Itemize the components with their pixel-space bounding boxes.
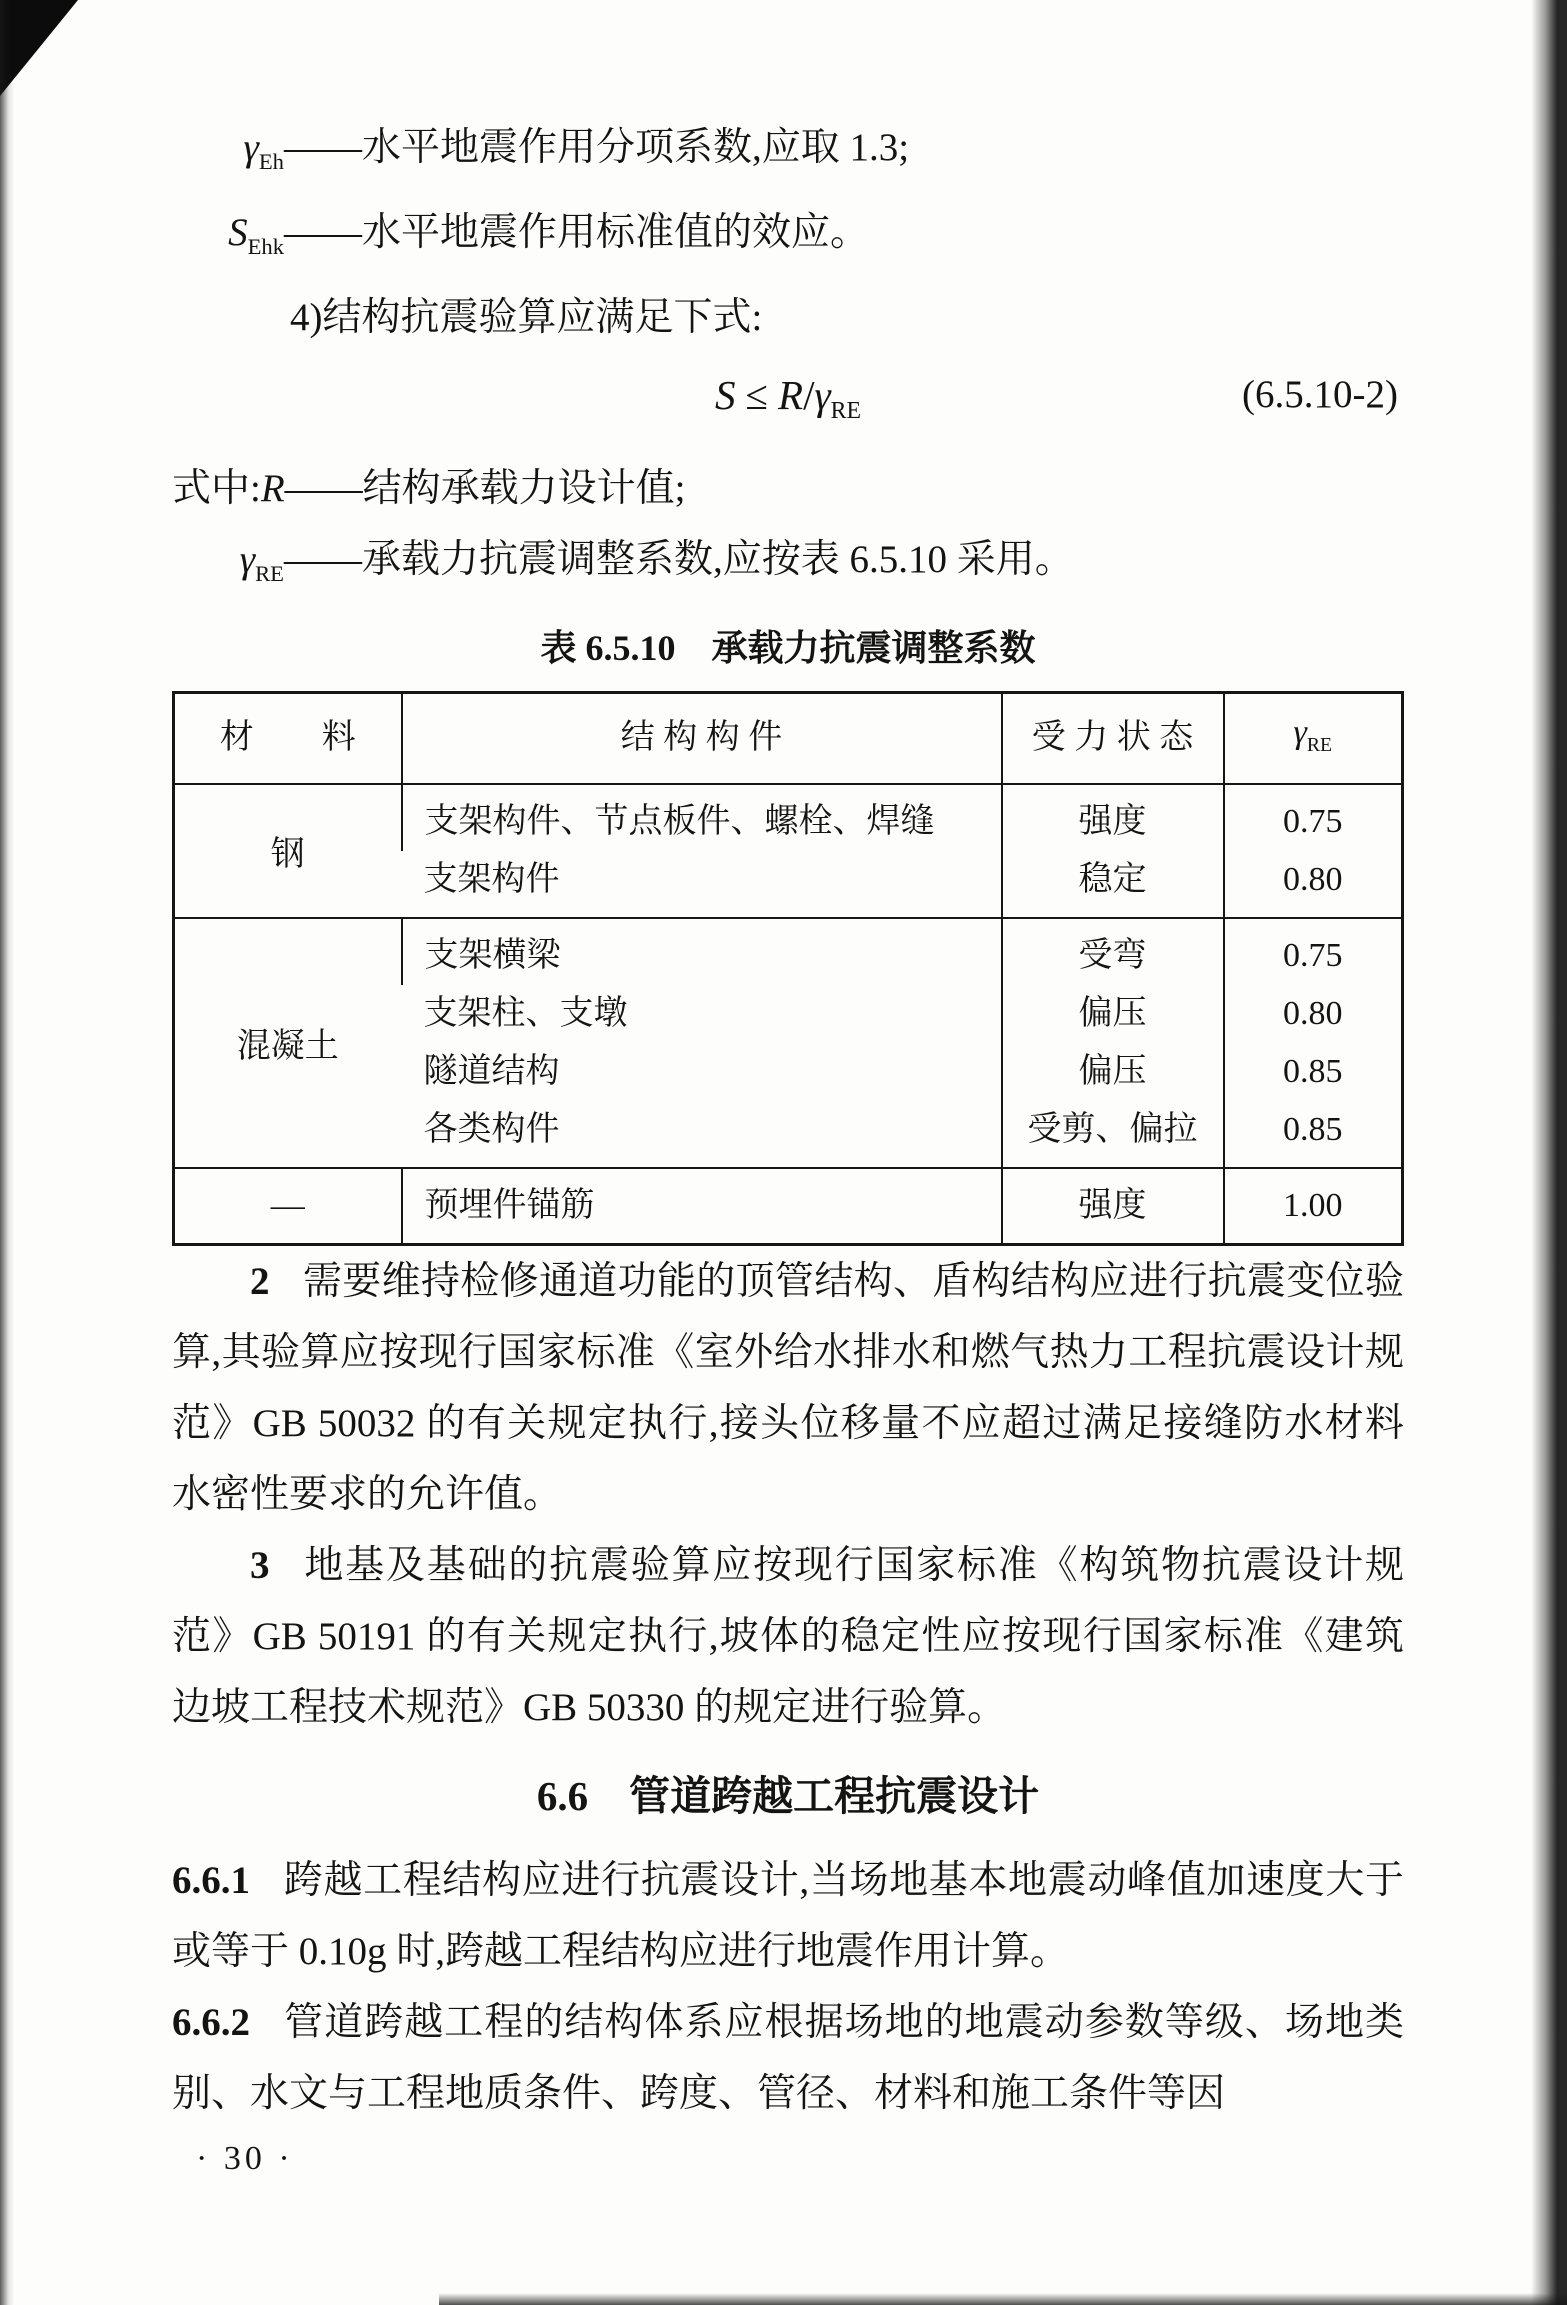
where-clause-r: 式中:R——结构承载力设计值; [172,466,686,510]
symbol-s-ehk: $S_{Ehk}$ [228,210,284,259]
scan-left-edge-artifact [0,0,14,2305]
cell-state: 偏压 [1002,1043,1224,1101]
cell-member: 隧道结构 [423,1053,560,1091]
cell-state: 稳定 [1002,851,1224,918]
paragraph-3: 3 地基及基础的抗震验算应按现行国家标准《构筑物抗震设计规范》GB 50191 的有关规定执行,坡体的稳定性应按现行国家标准《建筑边坡工程技术规范》GB 50330 的规定进行验算。 [172,1544,1404,1730]
cell-state: 强度 [1002,1168,1224,1245]
clause-4-lead: 4)结构抗震验算应满足下式: [290,295,763,339]
page-number: · 30 · [196,2140,294,2177]
paragraph-number: 2 [250,1260,270,1304]
formula-6-5-10-2 [172,353,1404,453]
scan-right-edge-artifact [1531,0,1567,2305]
cell-member: 支架横梁 [402,918,1002,985]
table-header-row [174,692,1403,784]
definition-dash: —— [284,210,362,254]
page-content [172,112,1404,2129]
paragraph-2: 2 需要维持检修通道功能的顶管结构、盾构结构应进行抗震变位验算,其验算应按现行国家标准《室外给水排水和燃气热力工程抗震设计规范》GB 50032 的有关规定执行,接头位移量不应超过满足接缝防水材料水密性要求的允许值。 [172,1260,1404,1517]
symbol-gamma-eh: $\gamma_{Eh}$ [243,126,284,174]
cell-material: — [270,1187,305,1225]
table-caption: 表 6.5.10 承载力抗震调整系数 [540,627,1036,668]
cell-member: 支架构件、节点板件、螺栓、焊缝 [402,784,1002,851]
cell-state: 强度 [1002,784,1224,851]
cell-value: 0.80 [1224,851,1403,918]
cell-value: 0.85 [1224,1043,1403,1101]
cell-value: 0.75 [1224,918,1403,985]
clause-number: 6.6.2 [172,2001,250,2045]
cell-member: 支架构件 [423,861,560,899]
equation-number: (6.5.10-2) [1242,372,1398,416]
table-row [174,784,1403,851]
header-material: 材 料 [219,719,356,757]
cell-value: 0.85 [1224,1101,1403,1168]
table-group-steel [174,784,1403,918]
cell-value: 1.00 [1224,1168,1403,1245]
table-group-concrete [174,918,1403,1168]
clause-6-6-2: 6.6.2 管道跨越工程的结构体系应根据场地的地震动参数等级、场地类别、水文与工程地质条件、跨度、管径、材料和施工条件等因 [172,2001,1404,2116]
table-row [174,918,1403,985]
cell-member: 预埋件锚筋 [402,1168,1002,1245]
table-row [174,1168,1403,1245]
clause-number: 6.6.1 [172,1859,250,1903]
header-member: 结 构 构 件 [402,692,1002,784]
header-state: 受 力 状 态 [1002,692,1224,784]
cell-member: 支架柱、支墩 [423,995,628,1033]
scan-bottom-edge-artifact [439,2293,1567,2305]
section-heading-6-6: 6.6 管道跨越工程抗震设计 [536,1773,1040,1820]
formula-expression: $S \le R/\gamma_{RE}$ [715,371,861,424]
cell-state: 受弯 [1002,918,1224,985]
clause-6-6-1: 6.6.1 跨越工程结构应进行抗震设计,当场地基本地震动峰值加速度大于或等于 0.10g 时,跨越工程结构应进行地震作用计算。 [172,1859,1404,1974]
cell-value: 0.80 [1224,985,1403,1043]
definition-gamma-eh [172,112,1404,197]
table-6-5-10 [172,691,1404,1247]
cell-material: 钢 [270,836,305,874]
definition-s-ehk [172,197,1404,282]
table-group-other [174,1168,1403,1245]
cell-state: 偏压 [1002,985,1224,1043]
symbol-gamma-re: $\gamma_{RE}$ [239,537,284,586]
definition-dash: —— [284,126,362,169]
paragraph-number: 3 [250,1544,270,1588]
definition-gamma-re: $\gamma_{RE}——$承载力抗震调整系数,应按表 6.5.10 采用。 [172,524,1404,609]
definition-text: 水平地震作用标准值的效应。 [362,210,870,254]
cell-member: 各类构件 [423,1111,560,1149]
cell-value: 0.75 [1224,784,1403,851]
definition-text: 水平地震作用分项系数,应取 1.3; [362,126,910,169]
cell-material: 混凝土 [236,1028,339,1066]
cell-state: 受剪、偏拉 [1002,1101,1224,1168]
header-gamma-re: $\gamma_{RE}$ [1224,692,1403,784]
leq-symbol: ≤ [745,371,769,418]
